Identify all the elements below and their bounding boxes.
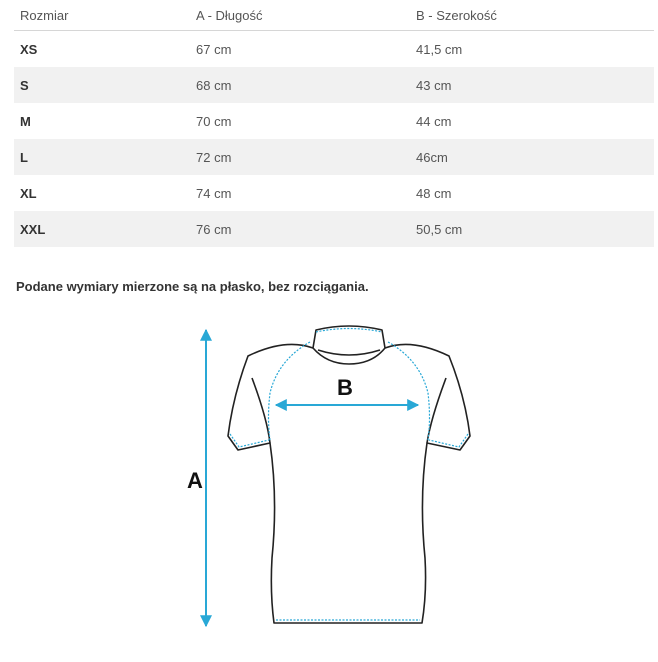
cell-width: 43 cm xyxy=(410,67,654,103)
table-row xyxy=(14,139,654,175)
cell-size: XXL xyxy=(14,211,190,247)
cell-length: 76 cm xyxy=(190,211,410,247)
table-header-row xyxy=(14,0,654,31)
cell-width: 48 cm xyxy=(416,185,452,201)
tshirt-stitching xyxy=(230,329,468,621)
cell-size: L xyxy=(14,139,190,175)
cell-size: XS xyxy=(20,41,38,57)
table-row xyxy=(14,103,654,139)
cell-size: XL xyxy=(20,185,37,201)
cell-size: M xyxy=(20,113,31,129)
cell-width: 46cm xyxy=(410,139,654,175)
table-row xyxy=(14,175,654,211)
table-row xyxy=(14,31,654,68)
tshirt-measurement-diagram xyxy=(170,318,490,638)
measurement-note: Podane wymiary mierzone są na płasko, bez rozciągania. xyxy=(16,279,369,294)
size-chart-table xyxy=(14,0,654,247)
cell-length: 68 cm xyxy=(190,67,410,103)
cell-width: 41,5 cm xyxy=(416,41,463,57)
header-size: Rozmiar xyxy=(14,0,190,31)
cell-length: 72 cm xyxy=(190,139,410,175)
cell-length: 74 cm xyxy=(196,185,232,201)
header-width: B - Szerokość xyxy=(410,0,654,31)
cell-length: 70 cm xyxy=(196,113,232,129)
header-length: A - Długość xyxy=(190,0,410,31)
table-row xyxy=(14,67,654,103)
cell-width: 44 cm xyxy=(416,113,452,129)
cell-length: 67 cm xyxy=(196,41,232,57)
cell-size: S xyxy=(14,67,190,103)
tshirt-outline xyxy=(228,326,470,623)
table-row xyxy=(14,211,654,247)
cell-width: 50,5 cm xyxy=(410,211,654,247)
width-label: B xyxy=(337,375,353,400)
length-label: A xyxy=(187,468,203,493)
